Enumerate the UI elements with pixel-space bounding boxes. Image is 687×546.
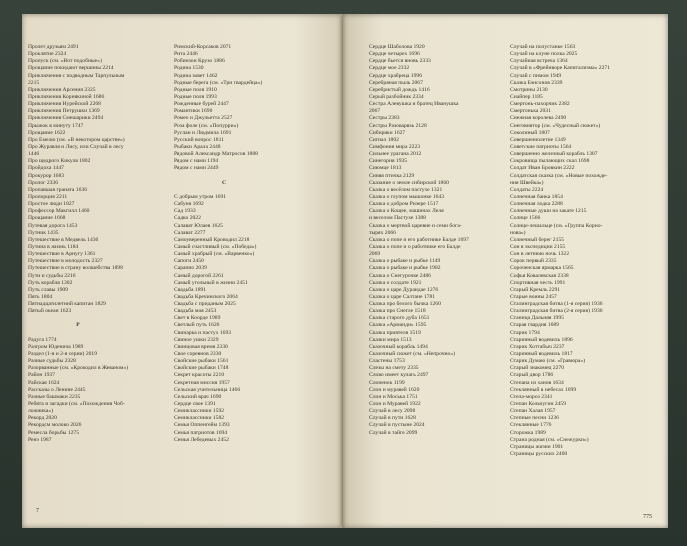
- index-entry: Стеклянный в небесах 1699: [510, 386, 577, 393]
- index-entry: Солдатская сказка (см. «Новые похожде-: [510, 172, 608, 179]
- right-page-column-2: [510, 44, 628, 458]
- index-entry: Степана из ханов 1634: [510, 379, 564, 386]
- index-entry: Радуга 1774: [28, 336, 57, 343]
- index-entry: Сказание о земле сибирской 1860: [369, 179, 449, 186]
- index-entry: Солдат Иван Бровкин 2222: [510, 165, 575, 172]
- index-entry: Слезы на смету 2335: [369, 365, 419, 372]
- index-entry: Сказка о мертвой царевне и семи бога-: [369, 222, 462, 229]
- index-entry: Сестра Алевушка и братец Иванушка: [369, 101, 459, 108]
- index-entry: Случайная встреча 1364: [510, 58, 568, 65]
- index-entry: Разные башмаки 2235: [28, 393, 81, 400]
- index-entry: Сильнее урагана 2012: [369, 151, 422, 158]
- index-entry: Свое соревнов 2330: [174, 351, 222, 358]
- index-entry: Рядовой Александр Матросов 1888: [174, 151, 258, 158]
- index-entry: ложника»): [28, 408, 54, 415]
- index-entry: Свет в Коорде 1989: [174, 315, 221, 322]
- index-entry: Пути и судьбы 2216: [28, 272, 76, 279]
- index-entry: Сороченская ярмарка 1565: [510, 265, 574, 272]
- index-entry: Раздел (1-я и 2-я серии) 2019: [28, 351, 98, 358]
- right-page-column-1: [369, 44, 487, 437]
- index-entry: Стеклянные 1776: [510, 422, 552, 429]
- index-entry: Смертонь-пахорчик 2382: [510, 101, 570, 108]
- index-entry: Страна родная (см. «Снежурки»): [510, 436, 589, 443]
- section-letter: С: [221, 179, 227, 186]
- index-entry: Сказка о рыбаке и рыбке 1982: [369, 265, 441, 272]
- index-entry: Случай в «Фрейнворе Капитализма» 2271: [510, 65, 610, 72]
- index-entry: Рита 2446: [174, 51, 198, 58]
- index-entry: Родные берега (см. «Три гвардейца»): [174, 79, 263, 86]
- index-entry: Старик Думаю (см. «Гравюра»): [510, 358, 586, 365]
- index-entry: нова»): [510, 229, 526, 236]
- index-entry: Солнечный берег 2155: [510, 236, 564, 243]
- index-entry: 2215: [28, 79, 40, 86]
- index-entry: Сарапио 2039: [174, 265, 207, 272]
- index-entry: Прощание покидают вершины 2214: [28, 65, 114, 72]
- index-entry: Свадьба 1891: [174, 286, 207, 293]
- index-entry: Прыжок в минуту 1747: [28, 122, 84, 129]
- index-entry: Сказка про Снегле 1518: [369, 308, 426, 315]
- index-entry: Разные судьбы 2328: [28, 358, 76, 365]
- index-entry: Пролог 2336: [28, 179, 59, 186]
- index-entry: Солнечная банка 1854: [510, 193, 563, 200]
- index-entry: Приключения Корнякиной 1686: [28, 93, 105, 100]
- index-entry: Слон и муравей 1620: [369, 386, 420, 393]
- index-entry: 2069: [369, 251, 381, 258]
- index-entry: Совершенно железный корабль 1307: [510, 151, 598, 158]
- index-entry: Соколиный 1807: [510, 129, 550, 136]
- index-entry: Сердце храбреца 1996: [369, 72, 422, 79]
- index-entry: Сказка Бэнсонов 2339: [510, 79, 563, 86]
- index-entry: Случай в тайге 2099: [369, 429, 418, 436]
- index-entry: Степан Кольчугин 2459: [510, 401, 567, 408]
- index-entry: Старый знакомец 2270: [510, 365, 565, 372]
- index-entry: Семья патриотов 1694: [174, 429, 228, 436]
- index-entry: Простое люди 1827: [28, 201, 75, 208]
- index-entry: Страницы жизни 1901: [510, 443, 564, 450]
- index-entry: Путевая дорога 1453: [28, 222, 78, 229]
- index-entry: Свадьба Кречинского 2064: [174, 293, 238, 300]
- index-entry: Светлый путь 1626: [174, 322, 220, 329]
- index-entry: Самый угольный в жизни 2451: [174, 279, 248, 286]
- right-page-number: 775: [643, 514, 652, 520]
- index-entry: Старик Хоттабыч 2237: [510, 343, 565, 350]
- index-entry: Сельская учительница 1466: [174, 386, 241, 393]
- index-entry: Сердце свое 1391: [174, 401, 216, 408]
- index-entry: Старинный водевиль 1896: [510, 336, 573, 343]
- index-entry: Серый разбойник 2334: [369, 93, 424, 100]
- index-entry: Случай на полустанке 1563: [510, 44, 576, 50]
- index-entry: Район 1937: [28, 372, 55, 379]
- index-entry: Приключения Нурейской 2268: [28, 101, 101, 108]
- section-letter: Р: [76, 322, 80, 329]
- index-entry: Старые воины 2457: [510, 293, 557, 300]
- index-entry: Приключения Смешарики 2494: [28, 115, 104, 122]
- index-entry: Сестры Разоварвзь 2128: [369, 122, 427, 129]
- index-entry: Свойские рыбаки 1748: [174, 365, 229, 372]
- index-entry: 2067: [369, 108, 381, 115]
- index-entry: Спортивная честь 1991: [510, 279, 566, 286]
- index-entry: Ренэ 1987: [28, 436, 52, 443]
- index-entry: Смертонька 2031: [510, 108, 551, 115]
- index-entry: Синяя птичка 2129: [369, 172, 415, 179]
- index-entry: Рядом с нами 2449: [174, 165, 219, 172]
- index-entry: Про Емелю (см. «В некотором царстве»): [28, 136, 125, 143]
- index-entry: Семья Оппенгейм 1393: [174, 422, 230, 429]
- index-entry: Разорванные (см. «Крокодил в Жеваном»): [28, 365, 129, 372]
- index-entry: Сталинградская битва (2-я серия) 1936: [510, 308, 603, 315]
- index-entry: Старый двор 1786: [510, 372, 554, 379]
- index-entry: Садко 2022: [174, 215, 201, 222]
- index-entry: Сказка приятеля 1519: [369, 329, 421, 336]
- index-entry: Пройдоха 1447: [28, 165, 64, 172]
- index-entry: Самый счастливый (см. «Победа»): [174, 243, 257, 250]
- index-entry: Сапоги 2450: [174, 258, 204, 265]
- index-entry: Сказка про белого бычка 1260: [369, 301, 441, 308]
- index-entry: Прокурор 1683: [28, 172, 65, 179]
- index-entry: Про щедрого Кикуля 1802: [28, 158, 91, 165]
- index-entry: Секрет красоты 2210: [174, 372, 225, 379]
- index-entry: Сказки мира 1513: [369, 336, 412, 343]
- index-entry: Случай в пути 1628: [369, 415, 416, 422]
- index-entry: Солнце-лешальце (см. «Группа Корно-: [510, 222, 603, 229]
- index-entry: Самый дорогой 2261: [174, 272, 224, 279]
- index-entry: Сторожка 1989: [510, 429, 546, 436]
- index-entry: Русский вопрос 1811: [174, 136, 224, 143]
- index-entry: Семиклассники 1592: [174, 408, 225, 415]
- index-entry: Салават Юлаев 1625: [174, 222, 223, 229]
- index-entry: Родные поля 1910: [174, 86, 217, 93]
- index-entry: Сестры 2383: [369, 115, 400, 122]
- index-entry: Сказка о попе и его работнике Балде 1697: [369, 236, 469, 243]
- index-entry: Путь славы 1909: [28, 286, 68, 293]
- index-entry: Серебристый дождь 1416: [369, 86, 430, 93]
- index-entry: Сабуня 1692: [174, 201, 204, 208]
- index-entry: Прощание 1668: [28, 215, 66, 222]
- index-entry: Сказка о глупом мышонке 1643: [369, 193, 445, 200]
- index-entry: и веселом Пастухе 1388: [369, 215, 426, 222]
- index-entry: Сердце четырех 1696: [369, 51, 420, 58]
- index-entry: Разгром Юденича 1989: [28, 343, 84, 350]
- index-entry: Сорок первый 2335: [510, 258, 557, 265]
- index-entry: Степан Халая 1957: [510, 408, 556, 415]
- index-entry: Сказка о добром Ризере 1517: [369, 201, 439, 208]
- index-entry: Синегория 1935: [369, 158, 408, 165]
- index-entry: Рекордсм молоко 2026: [28, 422, 82, 429]
- index-entry: Роза фоле (см. «Попурри»): [174, 122, 239, 129]
- index-entry: Пятый океан 1623: [28, 308, 72, 315]
- index-entry: Солдаты 2224: [510, 186, 544, 193]
- index-entry: Страницы русских 2460: [510, 451, 568, 458]
- index-entry: Приключения с подводным Тарпульным: [28, 72, 125, 79]
- index-entry: Рассказы о Ленине 2445: [28, 386, 86, 393]
- index-entry: Приключения Петрушки 1369: [28, 108, 100, 115]
- index-entry: Руслан и Людмила 1691: [174, 129, 232, 136]
- index-entry: Сиюмце 1813: [369, 165, 402, 172]
- index-entry: Ромео и Джульетта 2527: [174, 115, 233, 122]
- index-entry: Райская 1624: [28, 379, 60, 386]
- index-entry: Сказка о попе и о работнике его Балде: [369, 243, 461, 250]
- index-entry: Путешествие в молодость 2327: [28, 258, 103, 265]
- index-entry: Профессор Макгилл 1460: [28, 208, 90, 215]
- index-entry: Сказка о весёлом пастухе 1321: [369, 186, 443, 193]
- left-page-column-1: [28, 44, 146, 444]
- index-entry: Родные поля 1993: [174, 93, 217, 100]
- index-entry: Приключения Арсения 2325: [28, 86, 96, 93]
- index-entry: Свадьба моя 2453: [174, 308, 217, 315]
- index-entry: Путешествие в Арнугу 1361: [28, 251, 96, 258]
- index-entry: Самый храбрый (см. «Варвенко»): [174, 251, 255, 258]
- index-entry: Сердце бьется вновь 2333: [369, 58, 431, 65]
- index-entry: Сельский врач 1690: [174, 393, 222, 400]
- index-entry: Сталинградская битва (1-я серия) 1936: [510, 301, 603, 308]
- index-entry: Рыбаки Арала 2448: [174, 143, 221, 150]
- index-entry: Слон и Моська 1751: [369, 393, 418, 400]
- index-entry: Слоненок 1199: [369, 379, 405, 386]
- index-entry: Снайпер 1185: [510, 93, 543, 100]
- index-entry: С добрым утром 1691: [174, 193, 227, 200]
- index-entry: Родина 1530: [174, 65, 204, 72]
- index-entry: Советские патриоты 1564: [510, 143, 572, 150]
- index-entry: Случай на клуне полка 2025: [510, 51, 578, 58]
- index-entry: Пропавшая граната 1636: [28, 186, 87, 193]
- index-entry: Сигнал 1802: [369, 136, 399, 143]
- index-entry: Снеговнятор (см. «Чудесный сюжет»): [510, 122, 601, 129]
- index-entry: Солнце 1566: [510, 215, 541, 222]
- index-entry: Римский-Корсаков 2071: [174, 44, 232, 50]
- index-entry: Свинарка и пастух 1693: [174, 329, 232, 336]
- index-entry: Путник 1435: [28, 229, 59, 236]
- index-entry: Самоуверенный Кроводил 2218: [174, 236, 250, 243]
- index-entry: Романтики 1690: [174, 108, 213, 115]
- index-entry: Пропуск (см. «Вот подобные»): [28, 58, 102, 65]
- index-entry: Солнечная лодка 2288: [510, 201, 563, 208]
- index-entry: Секретная миссия 1957: [174, 379, 230, 386]
- index-entry: Сказка о Кощее, машинах Леля: [369, 208, 444, 215]
- index-entry: Старинный водевиль 1817: [510, 351, 573, 358]
- index-entry: ния Швейка»): [510, 179, 544, 186]
- index-entry: Сердце Шаболова 1920: [369, 44, 425, 50]
- index-entry: Смотрины 2130: [510, 86, 548, 93]
- index-entry: Старик 1794: [510, 329, 540, 336]
- index-entry: Слово имеет кулагь 2497: [369, 372, 429, 379]
- index-entry: Рядом с нами 1194: [174, 158, 219, 165]
- index-entry: Пять 1804: [28, 293, 53, 300]
- index-entry: Станица Дальняя 1995: [510, 315, 564, 322]
- index-entry: Снежная королева 2490: [510, 115, 567, 122]
- index-entry: Сон в экспедиции 2155: [510, 243, 566, 250]
- index-entry: Семиклассники 1582: [174, 415, 225, 422]
- index-entry: Ремесла борьбы 1275: [28, 429, 80, 436]
- index-entry: Сказка о царе Дурандае 1276: [369, 286, 439, 293]
- index-entry: Пропорция 2211: [28, 193, 68, 200]
- index-entry: Путина в жизнь 1184: [28, 243, 79, 250]
- index-entry: Свойские рыбаки 1561: [174, 358, 229, 365]
- index-entry: 1446: [28, 151, 40, 158]
- index-entry: Сказка о царе Салтане 1781: [369, 293, 436, 300]
- index-entry: Старая гвардия 1689: [510, 322, 559, 329]
- index-entry: Случай с пимом 1949: [510, 72, 562, 79]
- index-entry: Рожденные бурей 2447: [174, 101, 229, 108]
- index-entry: Сон в летнюю ночь 1322: [510, 251, 570, 258]
- index-entry: Свадьба с приданым 2025: [174, 301, 236, 308]
- right-page: [343, 14, 668, 528]
- index-entry: Семья Лебедевых 2452: [174, 436, 229, 443]
- index-entry: Рекорд 2020: [28, 415, 57, 422]
- index-entry: Сибиряки 1627: [369, 129, 406, 136]
- index-entry: Симфония мира 2223: [369, 143, 421, 150]
- left-page: [22, 14, 342, 528]
- index-entry: Салават 2277: [174, 229, 206, 236]
- index-entry: Солнечные души на закате 1215: [510, 208, 587, 215]
- index-entry: Сад 1933: [174, 208, 196, 215]
- index-entry: Сердце мое 2332: [369, 65, 410, 72]
- left-page-number: 7: [36, 508, 39, 514]
- index-entry: Робинзон Крузо 1886: [174, 58, 225, 65]
- index-entry: Свиное ушки 2329: [174, 336, 219, 343]
- index-entry: Сокровища пылающих скал 1698: [510, 158, 590, 165]
- index-entry: Родина зовет 1462: [174, 72, 218, 79]
- index-entry: Сказка старого дуба 1651: [369, 315, 430, 322]
- index-entry: Сказочный сюжет (см. «Непрочно»): [369, 351, 455, 358]
- index-entry: Софья Ковалевская 2338: [510, 272, 569, 279]
- index-entry: Путешествие в страну волшебства 1898: [28, 265, 123, 272]
- index-entry: Серебряная пыль 2067: [369, 79, 423, 86]
- index-entry: Степные песни 1236: [510, 415, 559, 422]
- index-entry: Случай в лесу 2098: [369, 408, 416, 415]
- index-entry: Ребята и загадки (см. «Похождения Чоб-: [28, 401, 125, 408]
- index-entry: Сказочный корабль 1494: [369, 343, 428, 350]
- index-entry: Сказка о солдате 1921: [369, 279, 422, 286]
- index-entry: Прощание 1622: [28, 129, 66, 136]
- index-entry: Сказка о рыбаке и рыбке 1149: [369, 258, 441, 265]
- index-entry: тырях 2066: [369, 229, 396, 236]
- index-entry: Сказка о Снегурочке 2486: [369, 272, 431, 279]
- index-entry: Про Журавля и Лису, или Случай в лесу: [28, 143, 124, 150]
- index-entry: Стела-мороз 2341: [510, 393, 553, 400]
- index-entry: Пятнадцатилетний капитан 1829: [28, 301, 106, 308]
- index-entry: Старый Кремль 2291: [510, 286, 561, 293]
- index-entry: Свинцовая время 2330: [174, 343, 228, 350]
- left-page-column-2: [174, 44, 292, 444]
- index-entry: Совершеннолетие 1349: [510, 136, 566, 143]
- index-entry: Слон и Муравей 1922: [369, 401, 421, 408]
- index-entry: Случай в пустыне 2024: [369, 422, 425, 429]
- index-entry: Сластены 1753: [369, 358, 405, 365]
- index-entry: Пролет друзьям 2491: [28, 44, 79, 50]
- index-entry: Путь корабля 1302: [28, 279, 73, 286]
- index-entry: Путешествие в Медвель 1436: [28, 236, 99, 243]
- index-entry: Проклятие 2324: [28, 51, 67, 58]
- index-entry: Сказка «Арманди» 1595: [369, 322, 427, 329]
